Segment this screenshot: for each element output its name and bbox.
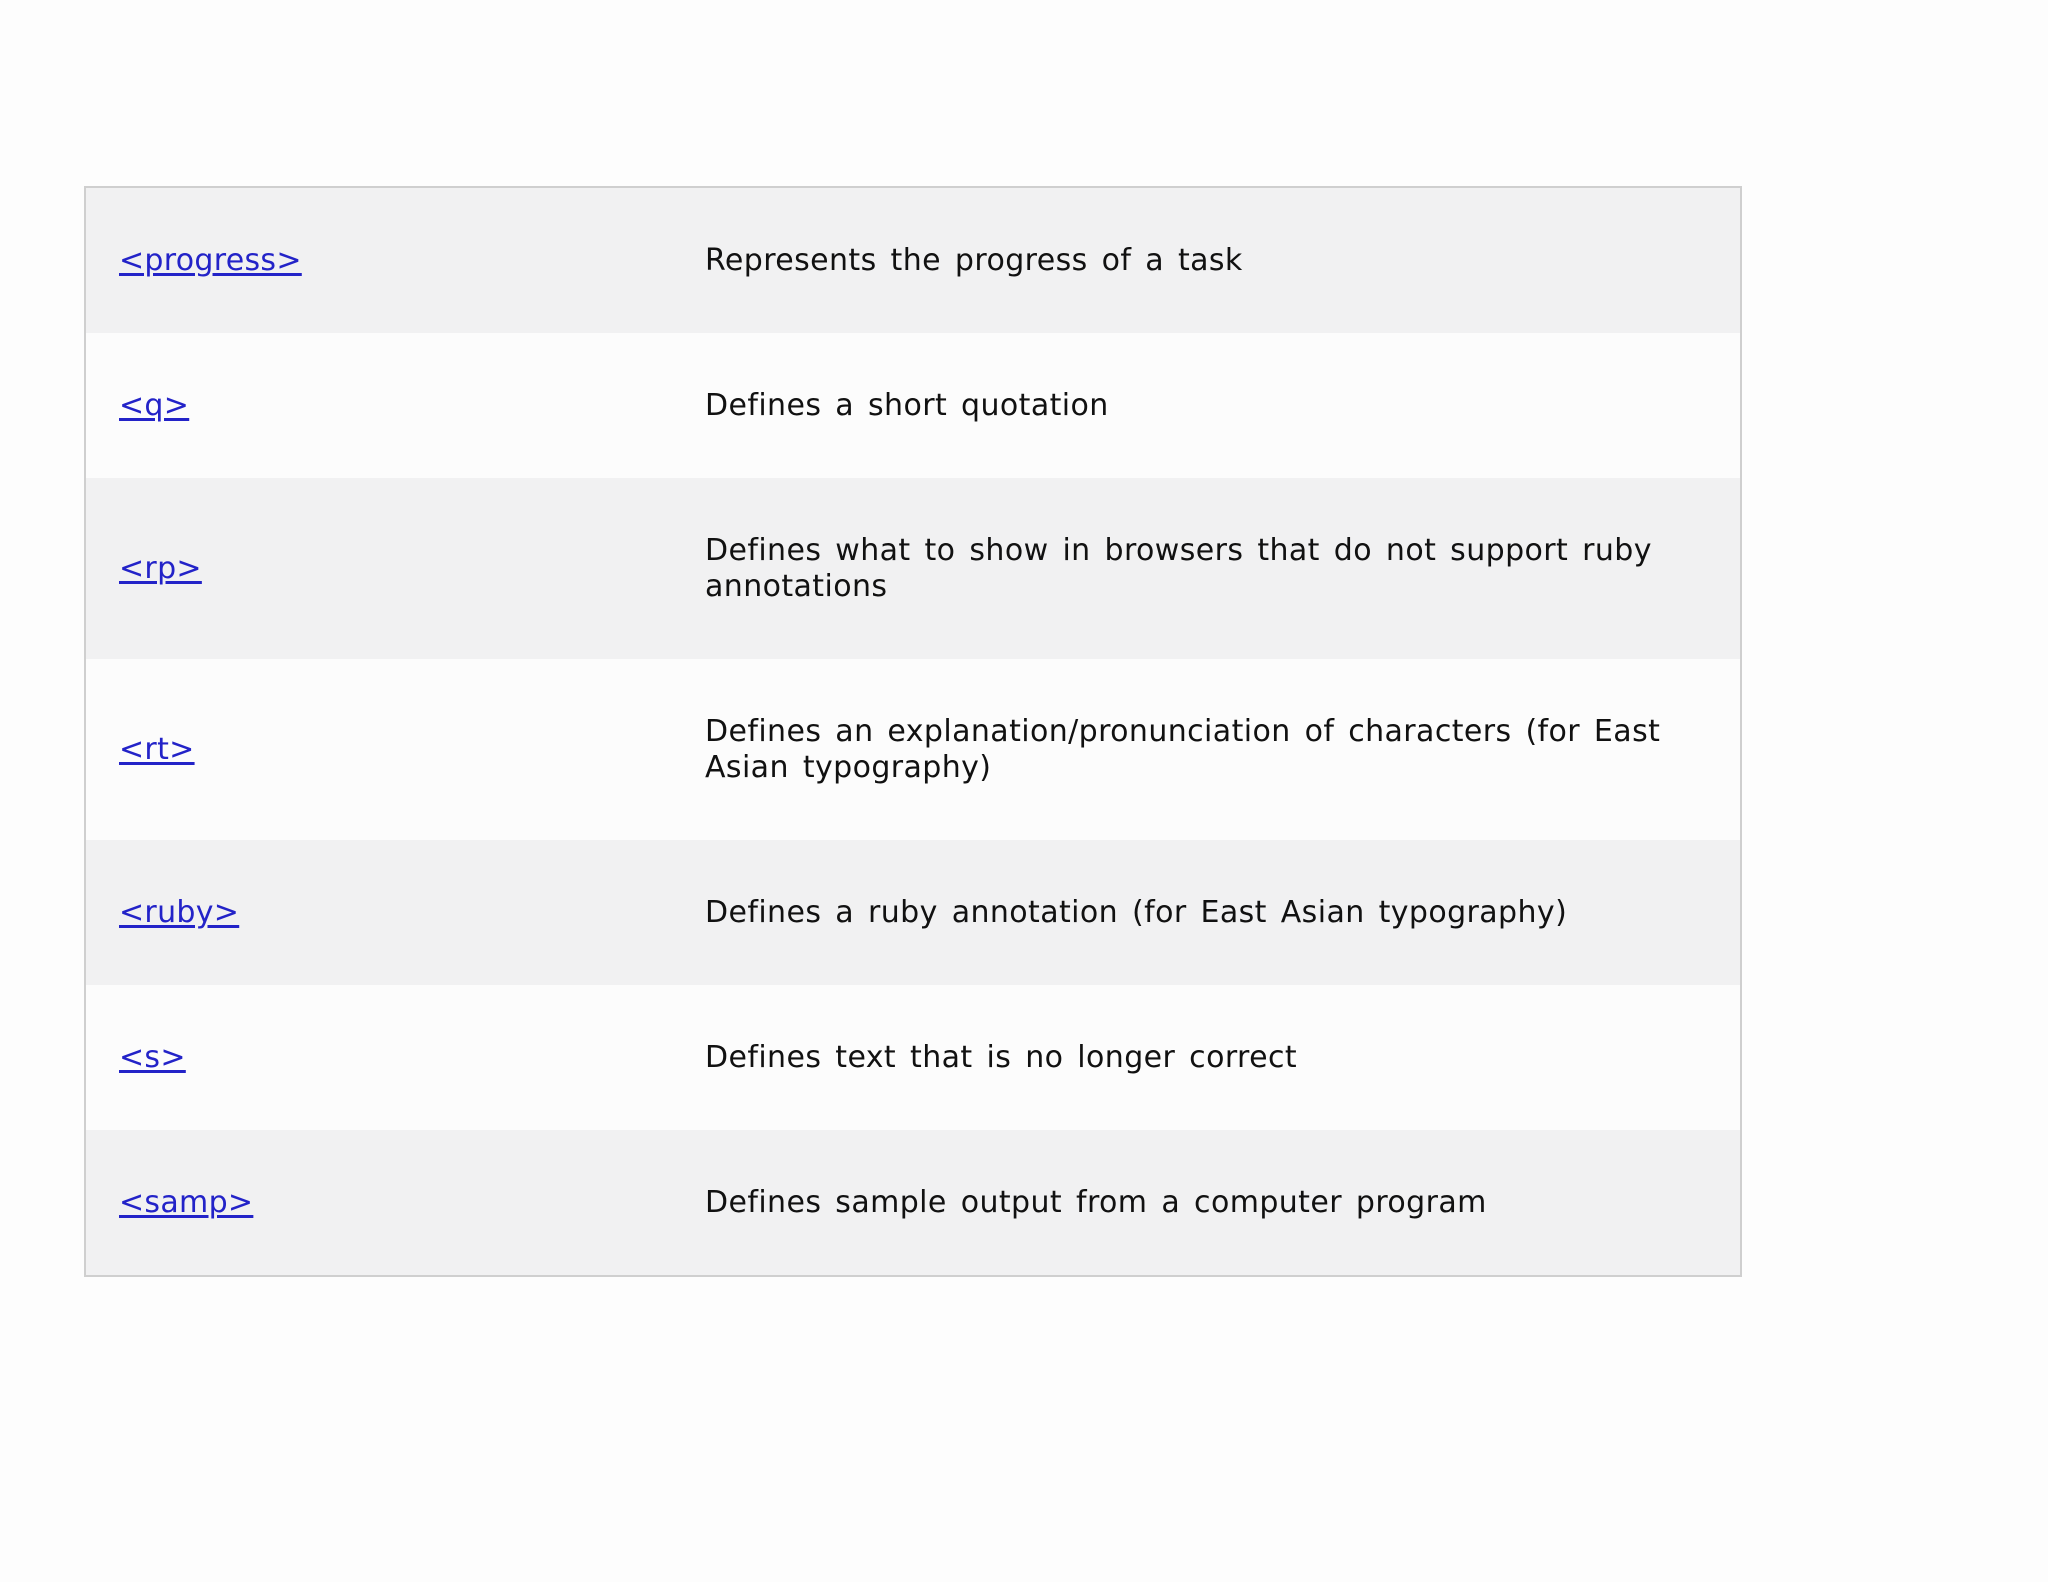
description-cell (705, 333, 1700, 478)
tag-link-rt[interactable]: <rt> (119, 732, 195, 767)
table-row (86, 840, 1740, 985)
description-text: Defines sample output from a computer program (705, 1184, 1487, 1220)
tag-cell (119, 188, 302, 333)
description-text: Defines a ruby annotation (for East Asian typography) (705, 894, 1568, 930)
table-row (86, 188, 1740, 333)
tag-cell (119, 659, 195, 840)
description-cell (705, 659, 1700, 840)
description-text: Defines what to show in browsers that do not support ruby annotations (705, 532, 1652, 604)
tag-cell (119, 985, 186, 1130)
tag-cell (119, 333, 189, 478)
tag-link-s[interactable]: <s> (119, 1040, 186, 1075)
description-cell (705, 985, 1700, 1130)
table-row (86, 333, 1740, 478)
tag-link-samp[interactable]: <samp> (119, 1185, 254, 1220)
description-cell (705, 478, 1700, 659)
description-cell (705, 840, 1700, 985)
table-row (86, 478, 1740, 659)
tag-link-q[interactable]: <q> (119, 388, 190, 423)
tag-cell (119, 478, 202, 659)
table-row (86, 1130, 1740, 1275)
description-cell (705, 188, 1700, 333)
description-text: Represents the progress of a task (705, 242, 1243, 278)
tag-link-progress[interactable]: <progress> (119, 243, 302, 278)
description-text: Defines a short quotation (705, 387, 1109, 423)
tag-link-rp[interactable]: <rp> (119, 551, 202, 586)
tag-reference-table (84, 186, 1742, 1277)
tag-cell (119, 1130, 253, 1275)
tag-link-ruby[interactable]: <ruby> (119, 895, 240, 930)
table-row (86, 659, 1740, 840)
description-text: Defines text that is no longer correct (705, 1039, 1298, 1075)
description-cell (705, 1130, 1700, 1275)
table-row (86, 985, 1740, 1130)
description-text: Defines an explanation/pronunciation of characters (for East Asian typography) (705, 713, 1661, 785)
tag-cell (119, 840, 239, 985)
